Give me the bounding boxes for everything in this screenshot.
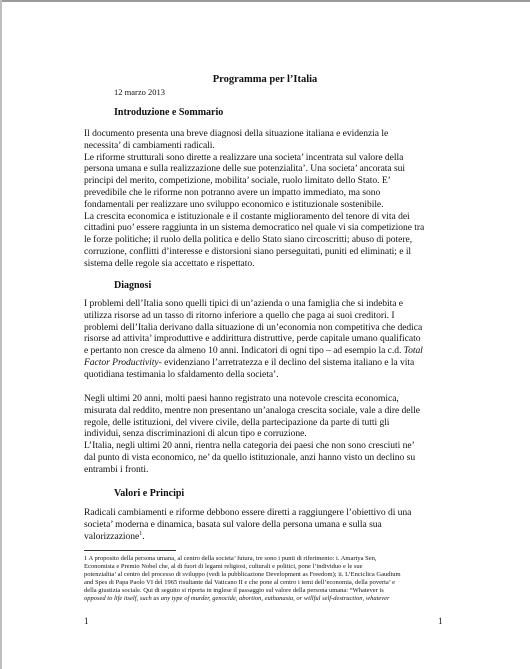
footnote-line: and Spes di Papa Paolo VI del 1965 risultante dal Vaticano II e che pone al centro i temi dell’economia, della poverta’ e <box>84 579 395 587</box>
intro-paragraph <box>84 128 444 270</box>
footnote <box>84 555 448 604</box>
section-heading-diagnosi: Diagnosi <box>114 280 152 291</box>
intro-line: principi del merito, competizione, mobilita’ sociale, ruolo limitato dello Stato. E’ <box>84 175 391 187</box>
intro-line: La crescita economica e istituzionale e il costante miglioramento del tenore di vita dei <box>84 210 410 222</box>
intro-line: necessita’ di cambiamenti radicali. <box>84 139 215 151</box>
footnote-separator <box>84 550 176 551</box>
diagnosi-paragraph-2 <box>84 393 444 476</box>
footnote-line: opposed to life itself, such as any type of murder, genocide, abortion, euthanasia, or willful self-destruction, whatever <box>84 595 390 603</box>
diagnosi-line: quotidiana testimania lo sfaldamento della societa’. <box>84 368 279 380</box>
footnote-line: potenzialita’ al centro del processo di sviluppo (vedi la pubblicazione Development as Freedom); ii. L’Enciclica Gaudium <box>84 571 401 579</box>
diagnosi-line: risorse ad attivita’ improduttive e addirittura distruttive, perde capitale umano qualificato <box>84 333 421 345</box>
diagnosi2-line: L’Italia, negli ultimi 20 anni, rientra nella categoria dei paesi che non sono cresciuti ne’ <box>84 440 415 452</box>
intro-line: sistema delle regole sia accettato e rispettato. <box>84 257 255 269</box>
diagnosi-line <box>84 345 444 357</box>
footnote-line: 1 A proposito della persona umana, al centro della societa’ futura, tre sono i punti di riferimento: i. Amartya Sen, <box>84 555 377 562</box>
diagnosi2-line: individui, senza discriminazioni di alcun tipo e corruzione. <box>84 428 307 440</box>
diagnosi2-line: entrambi i fronti. <box>84 463 149 475</box>
section-heading-valori: Valori e Principi <box>114 488 185 499</box>
intro-line: cittadini puo’ essere raggiunta in un sistema democratico nel quale vi sia competizione tra <box>84 222 425 234</box>
intro-line: Il documento presenta una breve diagnosi della situazione italiana e evidenzia le <box>84 128 389 139</box>
diagnosi-line: problemi dell’Italia derivano dalla situazione di un’economia non competitiva che dedica <box>84 321 423 333</box>
footnote-line: della giustizia sociale. Qui di seguito si riporta in inglese il passaggio sul valore della persona umana: “Whatever is <box>84 587 384 595</box>
footnote-line: Economista e Premio Nobel che, al di fuori di legami religiosi, culturali e politici, pone l’individuo e le sue <box>84 563 363 571</box>
valori-line: valorizzazione$^1$. <box>84 530 145 542</box>
window-edge-left <box>0 0 2 669</box>
intro-line: le forze politiche; il ruolo della politica e dello Stato siano circoscritti; abuso di potere, <box>84 234 413 246</box>
document-date: 12 marzo 2013 <box>114 87 165 97</box>
diagnosi-line <box>84 357 444 369</box>
intro-line: Le riforme strutturali sono dirette a realizzare una societa’ incentrata sul valore della <box>84 151 404 163</box>
intro-line: corruzione, conflitti d’interesse e distorsioni siano perseguitati, puniti ed eliminati; e il <box>84 245 412 257</box>
diagnosi-line-text: - evidenziano l’arretratezza e il declino del sistema italiano e la vita <box>158 356 415 368</box>
diagnosi2-line: Negli ultimi 20 anni, molti paesi hanno registrato una notevole crescita economica, <box>84 393 399 404</box>
intro-line: persona umana e sulla realizzazione delle sue potenzialita’. Una societa’ ancorata sui <box>84 163 406 175</box>
page-number-right: 1 <box>438 616 443 626</box>
valori-line: societa’ moderna e dinamica, basata sul valore della persona umana e sulla sua <box>84 518 382 530</box>
valori-line-text: valorizzazione <box>84 530 140 542</box>
valori-paragraph <box>84 507 444 542</box>
window-edge-top <box>0 0 530 2</box>
diagnosi-line: utilizza risorse ad un tasso di ritorno inferiore a quello che paga ai suoi creditori. I <box>84 309 395 321</box>
diagnosi2-line: misurata dal reddito, mentre non presentano un’analoga crescita sociale, vale a dire delle <box>84 404 420 416</box>
diagnosi-line-text: e pertanto non cresce da almeno 10 anni. Indicatori di ogni tipo – ad esempio la c.d. <box>84 345 402 357</box>
diagnosi2-line: regole, delle istituzioni, del vivere civile, della partecipazione da parte di tutti gli <box>84 416 390 428</box>
intro-line: prevedibile che le riforme non potranno avere un impatto immediato, ma sono <box>84 186 381 198</box>
diagnosi-line: I problemi dell’Italia sono quelli tipici di un’azienda o una famiglia che si indebita e <box>84 298 404 309</box>
italic-term-tfp-start: Total <box>403 345 423 357</box>
valori-line: Radicali cambiamenti e riforme debbono essere diretti a raggiungere l’obiettivo di una <box>84 507 412 518</box>
diagnosi2-line: dal punto di vista economico, ne’ da quello istituzionale, anzi hanno visto un declino su <box>84 451 416 463</box>
page-number-left: 1 <box>84 616 89 626</box>
diagnosi-paragraph-1 <box>84 298 444 381</box>
italic-term-tfp-end: Factor Productivity <box>84 356 159 368</box>
intro-line: fondamentali per realizzare uno sviluppo economico e istituzionale sostenibile. <box>84 198 384 210</box>
section-heading-intro: Introduzione e Sommario <box>114 107 224 118</box>
footnote-reference: 1 <box>139 530 143 537</box>
document-title: Programma per l’Italia <box>212 74 318 85</box>
